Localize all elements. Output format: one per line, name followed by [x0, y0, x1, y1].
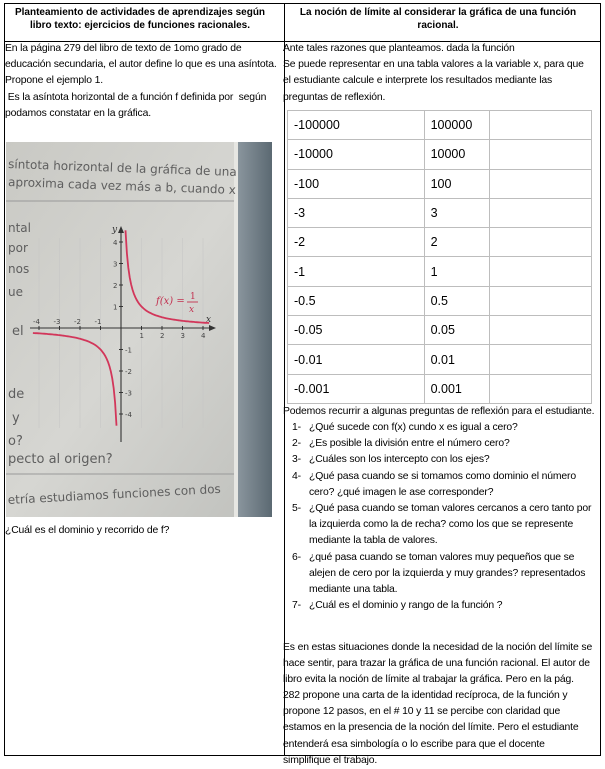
list-item: [283, 436, 595, 452]
paragraph: Es la asíntota horizontal de a función f definida por según podamos constatar en la gráfica.: [5, 91, 269, 119]
x-value-cell: -100000: [288, 111, 425, 140]
domain-range-question: ¿Cuál es el dominio y recorrido de f?: [5, 525, 170, 536]
list-item: [283, 469, 595, 501]
question-text: ¿Qué sucede con f(x) cundo x es igual a cero?: [309, 422, 518, 433]
list-item: [283, 501, 595, 550]
photo-text-line: o?: [8, 434, 23, 449]
y-tick-label: 1: [113, 303, 118, 312]
y-tick-label: -2: [125, 368, 132, 376]
empty-cell: [490, 374, 592, 403]
empty-cell: [490, 169, 592, 198]
x-tick-label: 4: [201, 332, 206, 340]
x-tick-label: 3: [180, 332, 185, 340]
x-tick-label: -1: [94, 318, 102, 326]
fx-value-cell: 2: [424, 228, 490, 257]
table-row: [288, 374, 592, 403]
x-value-cell: -10000: [288, 140, 425, 169]
question-text: ¿qué pasa cuando se toman valores muy pequeños que se alejen de cero por la izquierda y muy grandes? representados mediante una tabla.: [309, 551, 586, 596]
x-tick-label: -4: [33, 318, 40, 326]
table-row: [288, 286, 592, 315]
x-value-cell: -2: [288, 228, 425, 257]
question-number: 7-: [292, 600, 301, 612]
x-value-cell: -3: [288, 198, 425, 227]
empty-cell: [490, 140, 592, 169]
table-row: [288, 345, 592, 374]
header-left: Planteamiento de actividades de aprendizajes según libro texto: ejercicios de funciones racionales.: [14, 6, 266, 31]
question-number: 5-: [292, 503, 301, 515]
question-text: ¿Cuáles son los intercepto con los ejes?: [309, 454, 490, 466]
question-text: ¿Cuál es el dominio y rango de la función ?: [309, 600, 503, 612]
photo-text-line: ntal: [8, 221, 31, 235]
textbook-photo: [6, 142, 272, 517]
fx-value-cell: 3: [424, 198, 490, 227]
fx-value-cell: 0.001: [424, 374, 490, 403]
x-axis-label: x: [206, 315, 212, 325]
reflection-intro: Podemos recurrir a algunas preguntas de reflexión para el estudiante.: [283, 406, 595, 417]
x-value-cell: -100: [288, 169, 425, 198]
table-row: [288, 111, 592, 140]
x-value-cell: -0.05: [288, 316, 425, 345]
empty-cell: [490, 111, 592, 140]
y-tick-label: 3: [113, 260, 118, 269]
photo-text-line: de: [8, 387, 25, 402]
empty-cell: [490, 257, 592, 286]
y-tick-label: -4: [125, 411, 132, 419]
question-number: 6-: [292, 551, 301, 563]
values-table: [287, 110, 592, 404]
question-text: ¿Qué pasa cuando se si tomamos como dominio el número cero? ¿qué imagen le ase corresponder?: [309, 470, 576, 498]
fx-value-cell: 100000: [424, 111, 490, 140]
y-tick-label: 2: [113, 282, 118, 290]
question-number: 1-: [292, 422, 301, 433]
x-tick-label: -3: [53, 318, 61, 326]
fx-value-cell: 0.05: [424, 316, 490, 345]
y-axis-label: y: [112, 225, 118, 235]
x-value-cell: -0.01: [288, 345, 425, 374]
paragraph: En la página 279 del libro de texto de 1omo grado de educación secundaria, el autor define lo que es una asíntota.: [5, 43, 277, 71]
photo-text-line: el: [12, 324, 24, 339]
x-tick-label: 1: [139, 332, 144, 340]
y-tick-label: -3: [125, 389, 132, 398]
photo-text-line: nos: [8, 262, 30, 276]
table-row: [288, 198, 592, 227]
x-tick-label: -2: [74, 318, 81, 326]
empty-cell: [490, 345, 592, 374]
x-value-cell: -0.001: [288, 374, 425, 403]
fx-value-cell: 100: [424, 169, 490, 198]
photo-text-line: por: [8, 241, 28, 255]
photo-text-line: aproxima cada vez más a b, cuando x: [7, 175, 237, 197]
list-item: [283, 598, 595, 614]
table-row: [288, 169, 592, 198]
x-tick-label: 2: [160, 332, 165, 340]
list-item: [283, 452, 595, 468]
formula-denominator: x: [189, 305, 195, 315]
photo-text-line: síntota horizontal de la gráfica de una: [7, 157, 237, 179]
x-value-cell: -1: [288, 257, 425, 286]
table-row: [288, 228, 592, 257]
list-item: [283, 550, 595, 599]
y-tick-label: -1: [125, 346, 132, 355]
fx-value-cell: 10000: [424, 140, 490, 169]
question-number: 2-: [292, 438, 301, 450]
photo-text-line: etría estudiamos funciones con dos: [7, 481, 222, 507]
reflection-questions: [283, 420, 595, 614]
empty-cell: [490, 228, 592, 257]
right-intro-text: [283, 41, 593, 106]
paragraph: Se puede representar en una tabla valores a la variable x, para que el estudiante calcule e interprete los resultados mediante las preguntas de reflexión.: [283, 59, 584, 103]
table-row: [288, 140, 592, 169]
y-tick-label: 4: [113, 239, 118, 247]
paragraph: Propone el ejemplo 1.: [5, 75, 103, 87]
fx-value-cell: 1: [424, 257, 490, 286]
list-item: [283, 420, 595, 436]
fx-value-cell: 0.5: [424, 286, 490, 315]
photo-text-line: ue: [8, 285, 23, 299]
formula-numerator: 1: [190, 292, 196, 302]
fx-value-cell: 0.01: [424, 345, 490, 374]
empty-cell: [490, 316, 592, 345]
left-intro-text: [5, 41, 277, 122]
question-text: ¿Es posible la división entre el número cero?: [309, 438, 510, 450]
empty-cell: [490, 198, 592, 227]
table-row: [288, 257, 592, 286]
question-number: 4-: [292, 470, 301, 482]
photo-text-line: pecto al origen?: [8, 452, 113, 467]
paragraph: Ante tales razones que planteamos. dada la función: [283, 43, 515, 54]
empty-cell: [490, 286, 592, 315]
header-right: La noción de límite al considerar la gráfica de una función racional.: [299, 6, 577, 31]
question-number: 3-: [292, 454, 301, 466]
x-value-cell: -0.5: [288, 286, 425, 315]
closing-paragraph: Es en estas situaciones donde la necesidad de la noción del límite se hace sentir, para trazar la gráfica de una función racional. El autor de libro evita la noción de límite al trabajar la gráfica. Pero en la pág. 282 propone una carta de la identidad recíproca, de la función y propone 12 pasos, en el # 10 y 11 se percibe con claridad que estamos en la presencia de la noción del límite. Pero el estudiante entenderá esa simbología o lo escribe para que el docente simplifique el trabajo.: [283, 642, 593, 766]
question-text: ¿Qué pasa cuando se toman valores cercanos a cero tanto por la izquierda como la de recha? como los que se represente mediante la tabla de valores.: [309, 503, 592, 547]
table-row: [288, 316, 592, 345]
photo-text-line: y: [12, 411, 20, 426]
formula-lhs: f(x) =: [156, 296, 185, 307]
